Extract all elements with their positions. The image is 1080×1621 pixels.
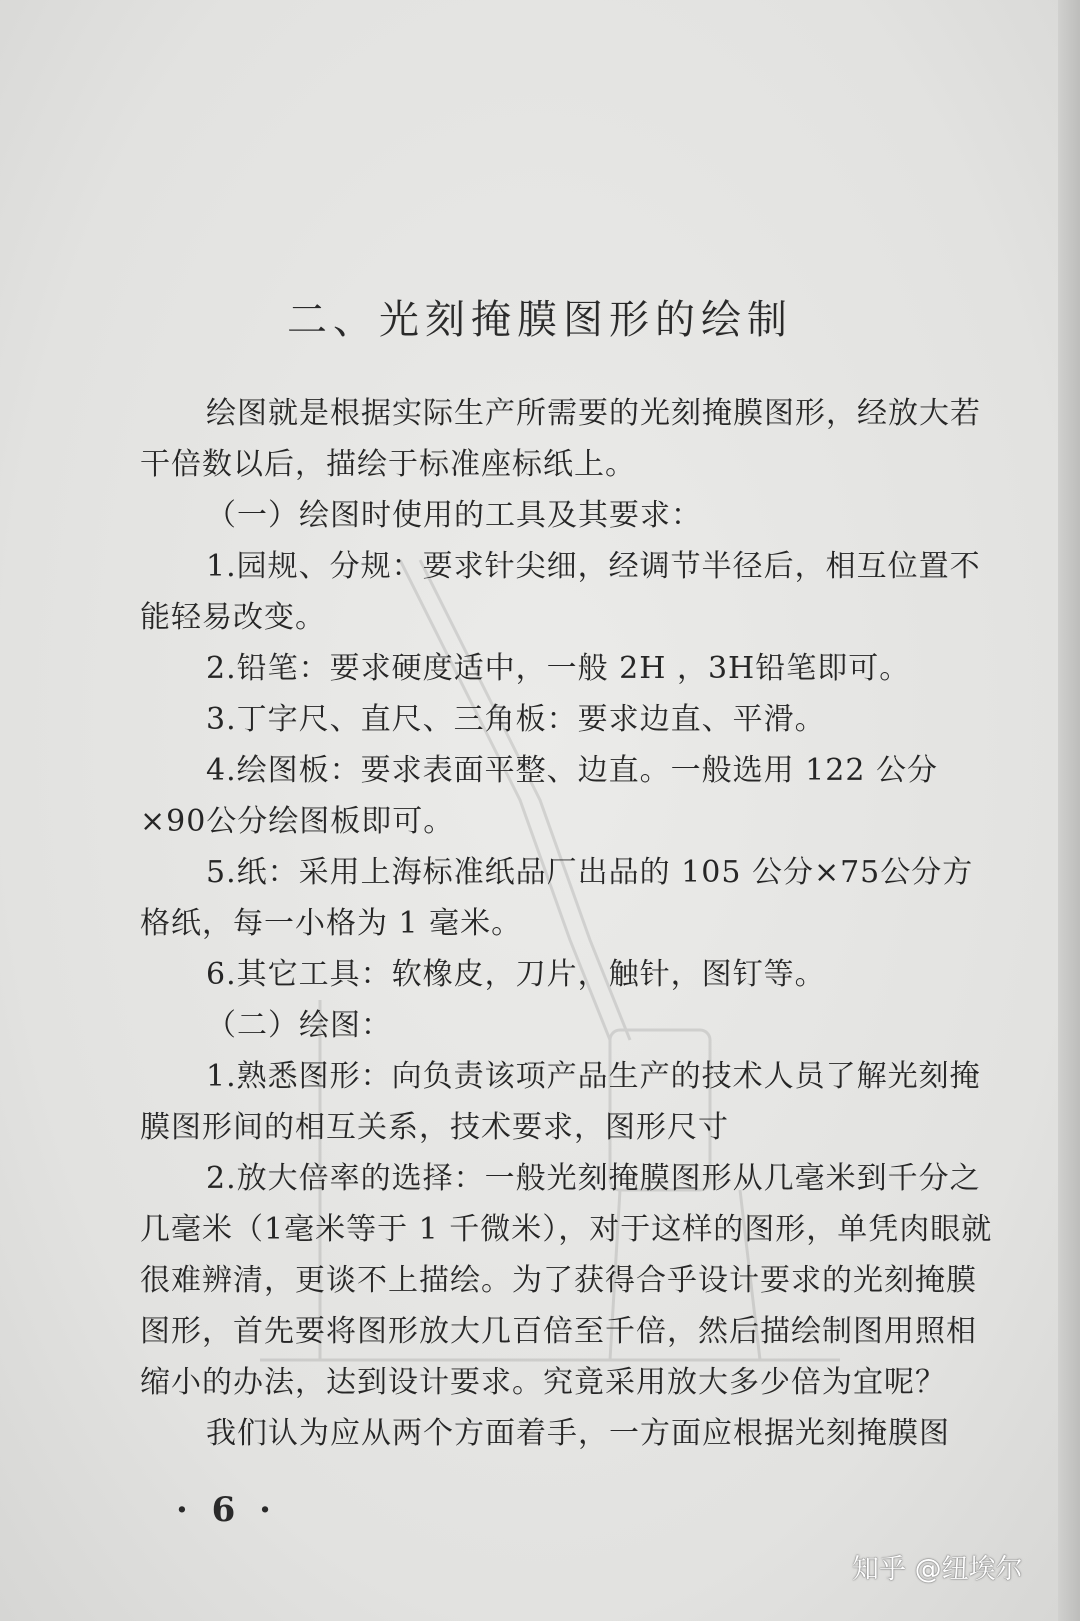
subheading-tools: （一）绘图时使用的工具及其要求： — [206, 498, 702, 533]
item-paper: 5.纸：采用上海标准纸品厂出品的 105 公分×75公分方格纸，每一小格为 1 毫米。 — [140, 855, 974, 941]
item-compass: 1.园规、分规：要求针尖细，经调节半径后，相互位置不能轻易改变。 — [140, 549, 981, 635]
item-pencil: 2.铅笔：要求硬度适中，一般 2H ，3H铅笔即可。 — [206, 651, 911, 686]
item-drawing-board: 4.绘图板：要求表面平整、边直。一般选用 122 公分×90公分绘图板即可。 — [140, 753, 938, 839]
watermark: 知乎 @纽埃尔 — [852, 1554, 1023, 1585]
item-rulers: 3.丁字尺、直尺、三角板：要求边直、平滑。 — [206, 702, 826, 737]
paragraph-intro: 绘图就是根据实际生产所需要的光刻掩膜图形，经放大若干倍数以后，描绘于标准座标纸上。 — [140, 396, 981, 482]
item-other-tools: 6.其它工具：软橡皮，刀片，触针，图钉等。 — [206, 957, 826, 992]
paragraph-approach: 我们认为应从两个方面着手，一方面应根据光刻掩膜图 — [206, 1416, 950, 1451]
page-edge-shadow — [1058, 0, 1080, 1621]
item-familiarize: 1.熟悉图形：向负责该项产品生产的技术人员了解光刻掩膜图形间的相互关系，技术要求，图形尺寸 — [140, 1059, 981, 1145]
item-magnification: 2.放大倍率的选择：一般光刻掩膜图形从几毫米到千分之几毫米（1毫米等于 1 千微米），对于这样的图形，单凭肉眼就很难辨清，更谈不上描绘。为了获得合乎设计要求的光刻掩膜图形，首先要将图形放大几百倍至千倍，然后描绘制图用照相缩小的办法，达到设计要求。究竟采用放大多少倍为宜呢？ — [140, 1161, 993, 1400]
page-number: · 6 · — [176, 1490, 278, 1530]
body-text — [140, 388, 1002, 1459]
section-heading: 二、光刻掩膜图形的绘制 — [287, 297, 793, 343]
subheading-drawing: （二）绘图： — [206, 1008, 392, 1043]
